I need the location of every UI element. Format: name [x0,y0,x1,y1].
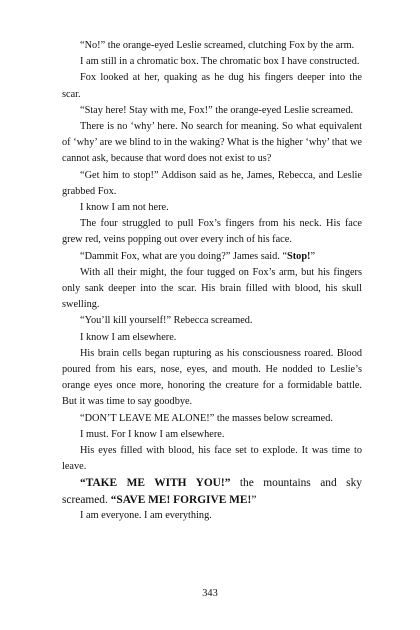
paragraph [62,54,362,70]
page-number: 343 [202,588,218,599]
text-segment: the mountains and sky screamed. [62,477,362,506]
paragraph [62,216,362,248]
paragraph [62,427,362,443]
text-segment: With all their might, the four tugged on Fox’s arm, but his fingers only sank deeper into the scar. His brain filled with blood, his skull swelling. [62,266,362,311]
paragraph [62,475,362,507]
text-segment: I am still in a chromatic box. The chromatic box I have constructed. [80,56,360,68]
text-segment: “Dammit Fox, what are you doing?” James said. “ [80,250,288,262]
paragraph [62,103,362,119]
text-segment: The four struggled to pull Fox’s fingers from his neck. His face grew red, veins popping out over every inch of his face. [62,218,362,246]
text-segment: ” [251,493,257,506]
text-segment: I know I am elsewhere. [80,331,177,343]
text-segment: “Get him to stop!” Addison said as he, James, Rebecca, and Leslie grabbed Fox. [62,169,362,197]
text-segment: “No!” the orange-eyed Leslie screamed, clutching Fox by the arm. [80,40,355,51]
bold-text: “SAVE ME! FORGIVE ME! [110,493,252,506]
paragraph [62,330,362,346]
page-body [62,38,362,524]
text-segment: “DON’T LEAVE ME ALONE!” the masses below screamed. [80,412,333,424]
text-segment: His brain cells began rupturing as his consciousness roared. Blood poured from his ears, nose, eyes, and mouth. He nodded to Leslie’s orange eyes once more, honoring the creature for a formidable battle. But it was time to say goodbye. [62,347,362,408]
text-segment: There is no ‘why’ here. No search for meaning. So what equivalent of ‘why’ are we blind to in the waking? What is the higher ‘why’ that we cannot ask, because that word does not exist to us? [62,121,362,165]
paragraph [62,265,362,314]
paragraph [62,443,362,475]
bold-text: Stop! [287,250,311,262]
paragraph [62,313,362,329]
text-segment: I know I am not here. [80,202,169,214]
paragraph [62,38,362,54]
paragraph [62,200,362,216]
text-segment: “You’ll kill yourself!” Rebecca screamed. [80,315,253,327]
paragraph [62,508,362,524]
text-segment: “Stay here! Stay with me, Fox!” the orange-eyed Leslie screamed. [80,104,354,116]
paragraph [62,249,362,265]
bold-text: “TAKE ME WITH YOU!” [80,477,231,490]
text-segment: Fox looked at her, quaking as he dug his fingers deeper into the scar. [62,72,362,100]
paragraph [62,119,362,168]
text-segment: ” [310,250,316,262]
text-segment: I am everyone. I am everything. [80,509,212,521]
paragraph [62,168,362,200]
paragraph [62,346,362,411]
paragraph [62,70,362,102]
text-segment: I must. For I know I am elsewhere. [80,428,225,440]
text-segment: His eyes filled with blood, his face set to explode. It was time to leave. [62,445,362,473]
paragraph [62,411,362,427]
